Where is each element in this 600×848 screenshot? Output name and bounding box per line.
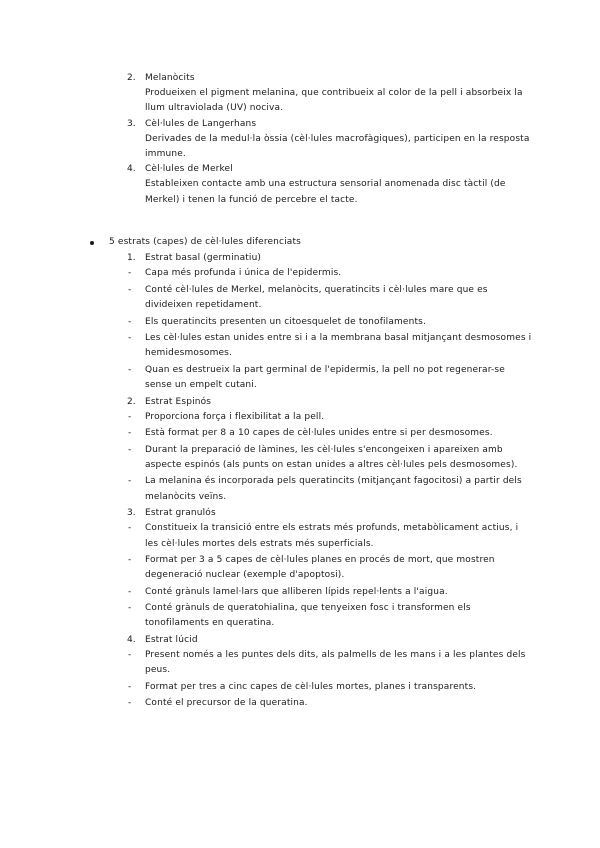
- stratum-title: Estrat basal (germinatiu): [145, 253, 262, 264]
- stratum-item-text: melanòcits veïns.: [145, 491, 227, 502]
- stratum-item-text: Format per 3 a 5 capes de cèl·lules planes en procés de mort, que mostren: [145, 555, 495, 565]
- list-number: 3.: [127, 118, 136, 129]
- list-item-text: immune.: [145, 149, 186, 159]
- dash-marker: -: [128, 316, 132, 327]
- dash-marker: -: [128, 681, 132, 692]
- stratum-item-text: Els queratincits presenten un citoesquelet de tonofilaments.: [145, 316, 426, 327]
- list-number: 2.: [127, 73, 136, 83]
- stratum-item-text: les cèl·lules mortes dels estrats més superficials.: [145, 538, 374, 549]
- stratum-item-text: Les cèl·lules estan unides entre si i a la membrana basal mitjançant desmosomes i: [145, 333, 532, 344]
- dash-marker: -: [128, 428, 132, 439]
- dash-marker: -: [128, 603, 132, 614]
- stratum-item-text: sense un empelt cutani.: [145, 380, 257, 390]
- stratum-item-text: Conté grànuls de queratohialina, que tenyeixen fosc i transformen els: [145, 603, 471, 614]
- dash-marker: -: [128, 523, 132, 534]
- list-item-text: Merkel) i tenen la funció de percebre el tacte.: [145, 194, 358, 205]
- list-item-text: Estableixen contacte amb una estructura sensorial anomenada disc tàctil (de: [145, 179, 506, 190]
- section-heading: 5 estrats (capes) de cèl·lules diferenciats: [109, 237, 301, 247]
- stratum-item-text: hemidesmosomes.: [145, 348, 233, 359]
- dash-marker: -: [128, 555, 132, 565]
- stratum-title: Estrat lúcid: [145, 634, 198, 645]
- stratum-item-text: La melanina és incorporada pels queratincits (mitjançant fagocitosi) a partir dels: [145, 476, 522, 487]
- list-item-title: Melanòcits: [145, 73, 195, 83]
- stratum-number: 3.: [127, 508, 136, 519]
- list-item-text: llum ultraviolada (UV) nociva.: [145, 103, 284, 114]
- stratum-item-text: degeneració nuclear (exemple d'apoptosi).: [145, 570, 345, 581]
- list-item-text: Produeixen el pigment melanina, que contribueix al color de la pell i absorbeix la: [145, 88, 523, 99]
- stratum-number: 1.: [127, 253, 136, 264]
- dash-marker: -: [128, 698, 132, 709]
- dash-marker: -: [128, 444, 132, 455]
- list-number: 4.: [127, 164, 136, 175]
- bullet-point: [90, 241, 94, 245]
- stratum-item-text: Conté cèl·lules de Merkel, melanòcits, queratincits i cèl·lules mare que es: [145, 284, 488, 295]
- stratum-item-text: tonofilaments en queratina.: [145, 618, 275, 629]
- dash-marker: -: [128, 364, 132, 375]
- stratum-item-text: aspecte espinós (als punts on estan unides a altres cèl·lules pels desmosomes).: [145, 459, 518, 470]
- stratum-item-text: Durant la preparació de làmines, les cèl·lules s'encongeixen i apareixen amb: [145, 444, 503, 455]
- stratum-item-text: Format per tres a cinc capes de cèl·lules mortes, planes i transparents.: [145, 681, 477, 692]
- stratum-number: 4.: [127, 634, 136, 645]
- stratum-item-text: Està format per 8 a 10 capes de cèl·lules unides entre si per desmosomes.: [145, 428, 493, 439]
- stratum-item-text: Present només a les puntes dels dits, als palmells de les mans i a les plantes dels: [145, 650, 526, 661]
- stratum-item-text: Capa més profunda i única de l'epidermis.: [145, 268, 342, 279]
- stratum-title: Estrat granulós: [145, 508, 216, 519]
- stratum-item-text: Constitueix la transició entre els estrats més profunds, metabòlicament actius, i: [145, 523, 519, 534]
- stratum-item-text: Conté el precursor de la queratina.: [145, 698, 308, 709]
- dash-marker: -: [128, 650, 132, 661]
- dash-marker: -: [128, 268, 132, 279]
- list-item-text: Derivades de la medul·la òssia (cèl·lules macrofàgiques), participen en la resposta: [145, 133, 530, 144]
- dash-marker: -: [128, 411, 132, 422]
- stratum-item-text: Conté grànuls lamel·lars que alliberen lípids repel·lents a l'aigua.: [145, 586, 448, 597]
- stratum-item-text: divideixen repetidament.: [145, 300, 262, 311]
- stratum-title: Estrat Espinós: [145, 396, 212, 407]
- dash-marker: -: [128, 476, 132, 487]
- stratum-item-text: peus.: [145, 665, 171, 676]
- list-item-title: Cèl·lules de Langerhans: [145, 118, 257, 129]
- dash-marker: -: [128, 284, 132, 295]
- dash-marker: -: [128, 333, 132, 344]
- dash-marker: -: [128, 586, 132, 597]
- stratum-number: 2.: [127, 396, 136, 407]
- list-item-title: Cèl·lules de Merkel: [145, 164, 233, 175]
- stratum-item-text: Quan es destrueix la part germinal de l'epidermis, la pell no pot regenerar-se: [145, 364, 505, 375]
- stratum-item-text: Proporciona força i flexibilitat a la pell.: [145, 411, 325, 422]
